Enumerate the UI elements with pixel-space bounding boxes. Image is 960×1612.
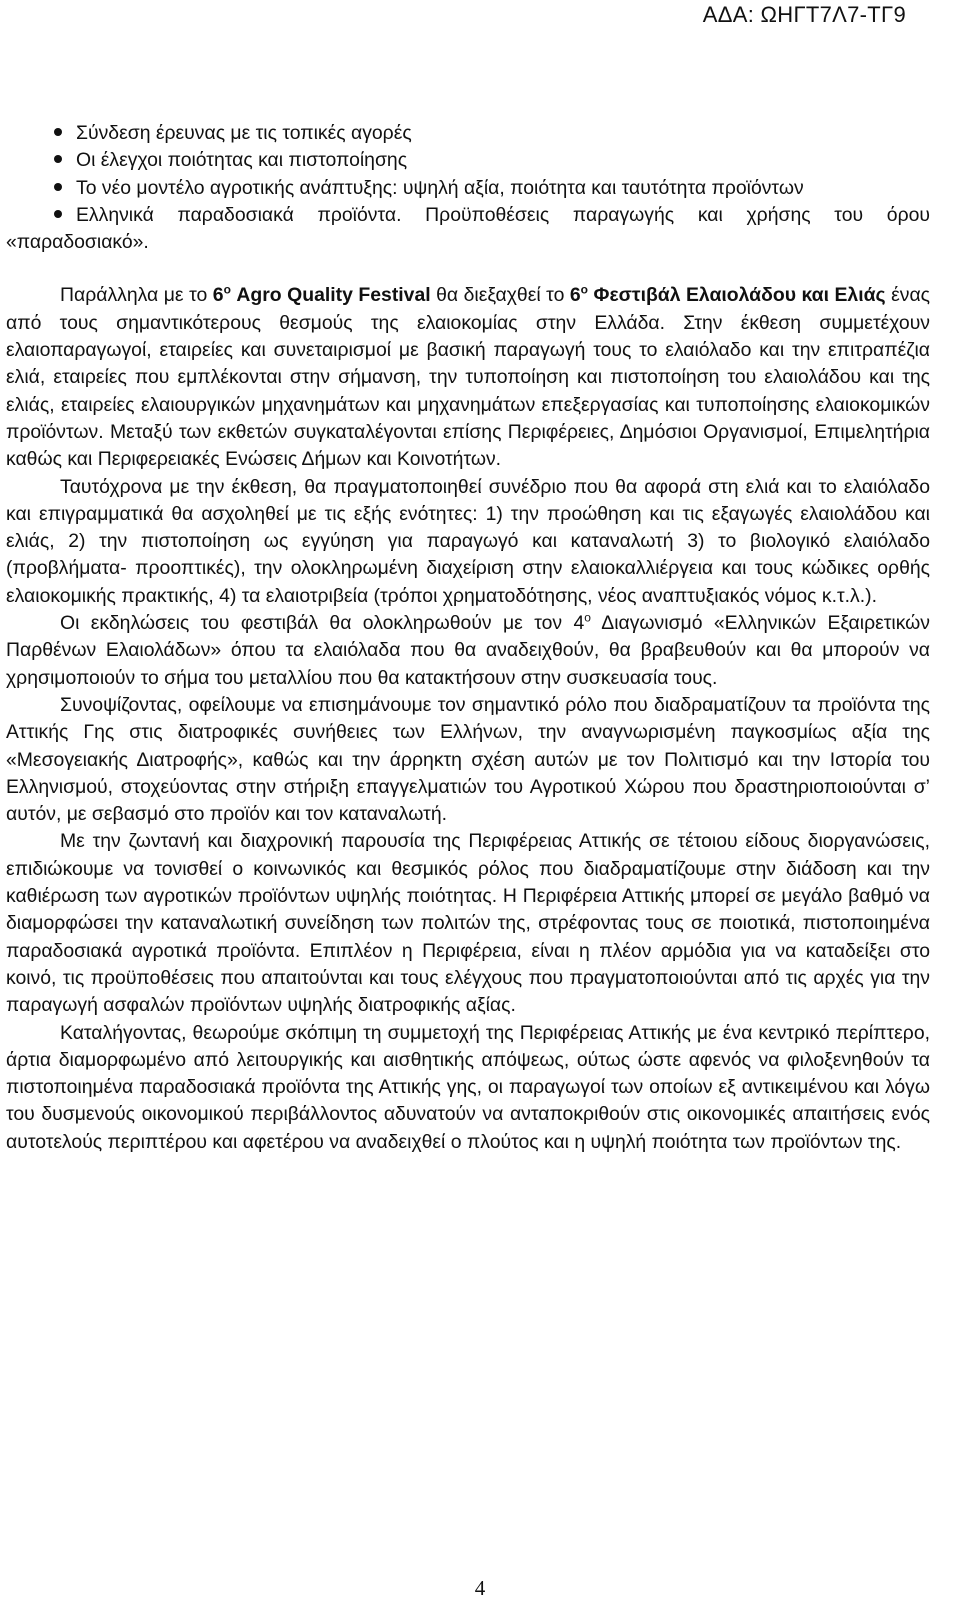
list-item: Το νέο μοντέλο αγροτικής ανάπτυξης: υψηλή αξία, ποιότητα και ταυτότητα προϊόντων [6,175,930,202]
bullet-icon [54,183,62,191]
paragraph-conference: Ταυτόχρονα με την έκθεση, θα πραγματοποιηθεί συνέδριο που θα αφορά στη ελιά και το ελαιόλαδο και επιγραμματικά θα ασχοληθεί με τις εξής ενότητες: 1) την προώθηση και τις εξαγωγές ελαιολάδου και ελιάς, 2) την πιστοποίηση ως εγγύηση για παραγωγό και καταναλωτή 3) το βιολογικό ελαιόλαδο (προβλήματα- προοπτικές), την ολοκληρωμένη διαχείριση στην ελαιοκαλλιέργεια και τους κώδικες ορθής ελαιοκομικής πρακτικής, 4) τα ελαιοτριβεία (τρόποι χρηματοδότησης, νέος αναπτυξιακός νόμος κ.τ.λ.). [6,475,930,607]
topics-list [6,120,930,256]
page-number: 4 [474,1576,486,1600]
list-item: Σύνδεση έρευνας με τις τοπικές αγορές [6,120,930,147]
paragraph-presence: Με την ζωντανή και διαχρονική παρουσία της Περιφέρειας Αττικής σε τέτοιου είδους διοργανώσεις, επιδιώκουμε να τονισθεί ο κοινωνικός και θεσμικός ρόλος που διαδραματίζουμε στην διάδοση και την καθιέρωση των αγροτικών προϊόντων υψηλής ποιότητας. Η Περιφέρεια Αττικής μπορεί σε μεγάλο βαθμό να διαμορφώσει την καταναλωτική συνείδηση των πολιτών της, στρέφοντας τους σε ποιοτικά, πιστοποιημένα παραδοσιακά αγροτικά προϊόντα. Επιπλέον η Περιφέρεια, είναι η πλέον αρμόδια για να καταδείξει στο κοινό, τις προϋποθέσεις που απαιτούνται και τους ελέγχους που πραγματοποιούνται από τις αρχές για την παραγωγή ασφαλών προϊόντων υψηλής διατροφικής αξίας. [6,830,930,1017]
paragraph-summary: Συνοψίζοντας, οφείλουμε να επισημάνουμε τον σημαντικό ρόλο που διαδραματίζουν τα προϊόντα της Αττικής Γης στις διατροφικές συνήθειες των Ελλήνων, την αναγνωρισμένη παγκοσμίως αξία της «Μεσογειακής Διατροφής», καθώς και την άρρηκτη σχέση αυτών με τον Πολιτισμό και την Ιστορία του Ελληνισμού, στοχεύοντας στην στήριξη επαγγελματιών του Αγροτικού Χώρου που δραστηριοποιούνται σ’ αυτόν, με σεβασμό στο προϊόν και τον καταναλωτή. [6,693,930,826]
paragraph-competition: Οι εκδηλώσεις του φεστιβάλ θα ολοκληρωθούν με τον $4^o$ Διαγωνισμό «Ελληνικών Εξαιρετικών Παρθένων Ελαιολάδων» όπου τα ελαιόλαδα που θα αναδειχθούν, θα βραβευθούν και θα μπορούν να χρησιμοποιούν το σήμα του μεταλλίου που θα κατακτήσουν στην συσκευασία τους. [6,610,931,689]
bullet-icon [54,128,62,136]
paragraph-festival: Παράλληλα με το $6^o$ Agro Quality Festival θα διεξαχθεί το $6^o$ Φεστιβάλ Ελαιολάδου και Ελιάς ένας από τους σημαντικότερους θεσμούς της ελαιοκομίας στην Ελλάδα. Στην έκθεση συμμετέχουν ελαιοπαραγωγοί, εταιρείες και συνεταιρισμοί με βασική παραγωγή τους το ελαιόλαδο και την επιτραπέζια ελιά, εταιρείες που εμπλέκονται στην σήμανση, την τυποποίηση και πιστοποίηση του ελαιολάδου και της ελιάς, εταιρείες ελαιουργικών μηχανημάτων και μηχανημάτων επεξεργασίας και τυποποίησης ελαιοκομικών προϊόντων. Μεταξύ των εκθετών συγκαταλέγονται επίσης Περιφέρειες, Δημόσιοι Οργανισμοί, Επιμελητήρια καθώς και Περιφερειακές Ενώσεις Δήμων και Κοινοτήτων. [6,283,931,471]
list-item: Οι έλεγχοι ποιότητας και πιστοποίησης [6,147,930,174]
document-body [6,120,930,1156]
paragraph-conclusion: Καταλήγοντας, θεωρούμε σκόπιμη τη συμμετοχή της Περιφέρειας Αττικής με ένα κεντρικό περίπτερο, άρτια διαμορφωμένο από λειτουργικής και αισθητικής απόψεως, ούτως ώστε αφενός να φιλοξενηθούν τα πιστοποιημένα παραδοσιακά προϊόντα της Αττικής γης, οι παραγωγοί των οποίων εξ αντικειμένου και λόγω του δυσμενούς οικονομικού περιβάλλοντος αδυνατούν να ανταποκριθούν στις οικονομικές απαιτήσεις ενός αυτοτελούς περιπτέρου και αφετέρου να αναδειχθεί ο πλούτος και η υψηλή ποιότητα των προϊόντων της. [6,1021,930,1153]
bullet-icon [54,155,62,163]
bullet-icon [54,210,62,218]
ada-code: ΑΔΑ: ΩΗΓΤ7Λ7-ΤΓ9 [702,2,906,27]
list-item: Ελληνικά παραδοσιακά προϊόντα. Προϋποθέσεις παραγωγής και χρήσης του όρου «παραδοσιακό». [6,203,930,254]
